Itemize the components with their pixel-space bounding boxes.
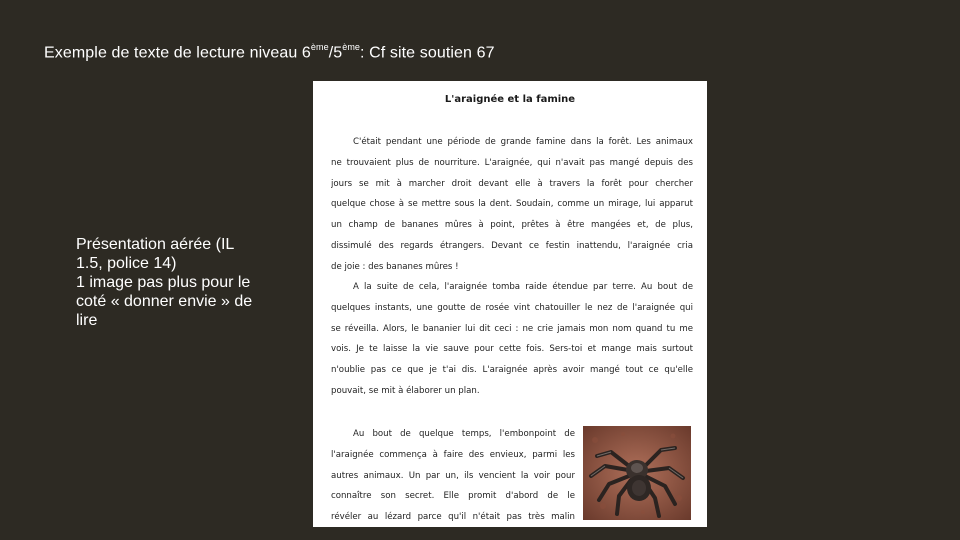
text-line: connaître son secret. Elle promit d'abord de le [331,491,575,502]
text-line: Au bout de quelque temps, l'embonpoint de [353,429,575,439]
text-line: A la suite de cela, l'araignée tomba raide étendue par terre. Au bout de [353,282,693,292]
text-line: vois. Je te laisse la vie sauve pour cette fois. Sers-toi et mange mais surtout [331,344,693,355]
slide-notes [76,235,286,330]
note-line: 1 image pas plus pour le [76,274,251,291]
text-line: quelques instants, une goutte de rosée vint chatouiller le nez de l'araignée qui [331,302,693,313]
text-line: de joie : des bananes mûres ! [331,261,459,272]
text-line: C'était pendant une période de grande famine dans la forêt. Les animaux [353,137,693,147]
note-line: lire [76,312,98,329]
text-line: ne trouvaient plus de nourriture. L'araignée, qui n'avait pas mangé depuis des [331,157,693,168]
text-line: jours se mit à marcher droit devant elle à travers la forêt pour chercher [331,178,693,189]
note-line: 1.5, police 14) [76,255,177,272]
paragraph-1 [331,132,693,278]
note-line: Présentation aérée (IL [76,236,235,253]
text-line: un champ de bananes mûres à point, prêtes à être mangées et, de plus, [331,220,693,231]
slide-title: Exemple de texte de lecture niveau 6ème/5ème: Cf site soutien 67 [44,42,495,62]
paragraph-3 [331,424,575,527]
text-line: pouvait, se mit à élaborer un plan. [331,385,480,396]
paragraph-2 [331,277,693,402]
text-line: l'araignée commença à faire des envieux, parmi les [331,449,575,460]
tarantula-photo [583,426,691,520]
text-line: dissimulé des regards étrangers. Devant ce festin inattendu, l'araignée cria [331,240,693,251]
text-line: autres animaux. Un par un, ils vencient la voir pour [331,470,575,481]
text-line: n'oublie pas ce que je t'ai dis. L'araignée après avoir mangé tout ce qu'elle [331,365,693,376]
document-title: L'araignée et la famine [444,94,576,105]
text-line: révéler au lézard parce qu'il n'était pas très malin [331,512,575,523]
document-page [313,81,707,527]
text-line: se réveilla. Alors, le bananier lui dit ceci : ne crie jamais mon nom quand tu me [331,323,693,334]
note-line: coté « donner envie » de [76,293,253,310]
text-line: quelque chose à se mettre sous la dent. Soudain, comme un mirage, lui apparut [331,199,693,210]
